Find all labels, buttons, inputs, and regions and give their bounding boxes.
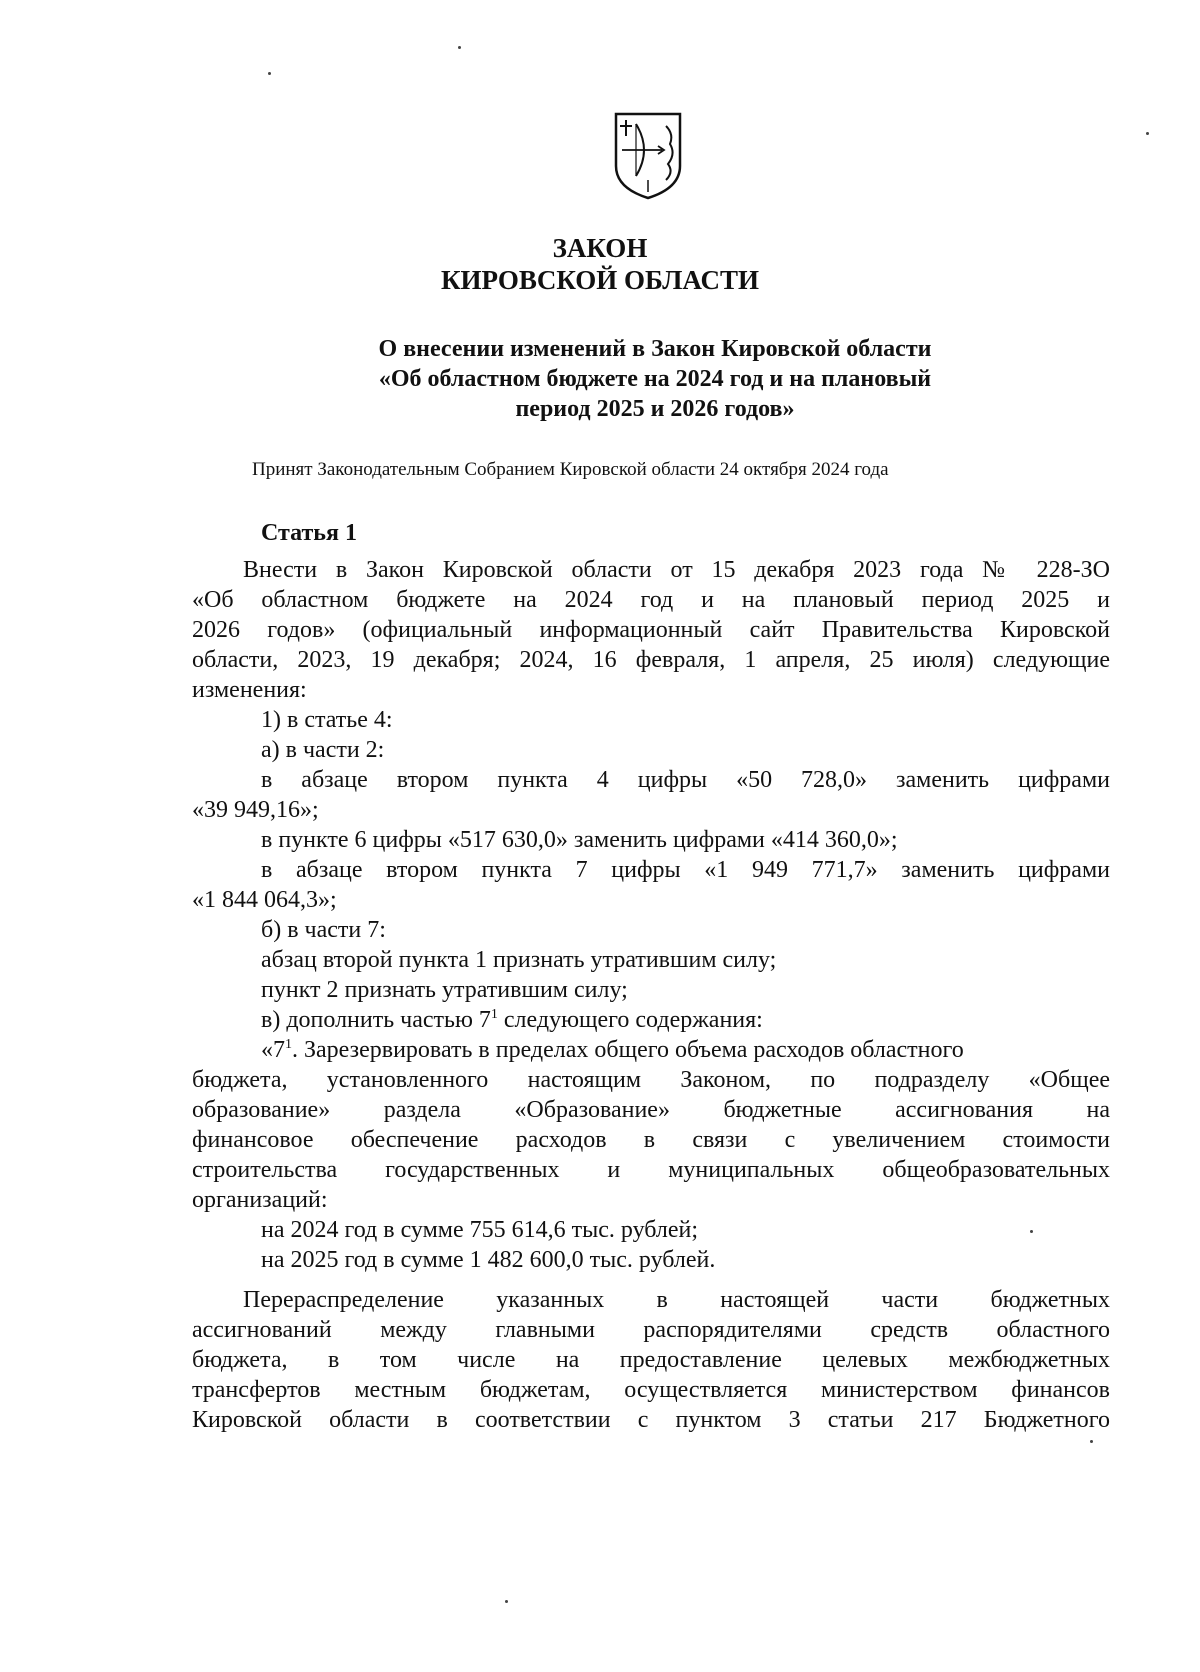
body-line	[261, 1005, 1110, 1035]
body-line-text: следующего содержания:	[503, 1007, 763, 1033]
body-line: Внести в Закон Кировской области от 15 декабря 2023 года № 228-ЗО	[243, 557, 1110, 583]
body-line: б) в части 7:	[261, 917, 386, 943]
body-line: финансовое обеспечение расходов в связи с увеличением стоимости	[192, 1127, 1110, 1153]
body-line: «39 949,16»;	[192, 797, 319, 823]
scan-speck	[268, 72, 271, 75]
body-line: бюджета, установленного настоящим Законом, по подразделу «Общее	[192, 1067, 1110, 1093]
body-line-text: «7	[261, 1037, 285, 1063]
body-line: строительства государственных и муниципальных общеобразовательных	[192, 1157, 1110, 1183]
law-region: КИРОВСКОЙ ОБЛАСТИ	[440, 265, 760, 295]
body-line-text: в) дополнить частью 7	[261, 1007, 491, 1033]
body-line: в абзаце втором пункта 7 цифры «1 949 771,7» заменить цифрами	[261, 857, 1110, 883]
body-line-text: . Зарезервировать в пределах общего объема расходов областного	[292, 1037, 964, 1063]
law-title: ЗАКОН	[552, 233, 648, 263]
body-line: 1) в статье 4:	[261, 707, 393, 733]
body-line: 2026 годов» (официальный информационный сайт Правительства Кировской	[192, 617, 1110, 643]
body-line: ассигнований между главными распорядителями средств областного	[192, 1317, 1110, 1343]
superscript: 1	[490, 1007, 498, 1022]
body-line: организаций:	[192, 1187, 328, 1213]
body-line: «1 844 064,3»;	[192, 887, 337, 913]
kirov-oblast-coat-of-arms-icon	[612, 110, 684, 200]
article-heading: Статья 1	[261, 520, 357, 546]
law-subject-line: «Об областном бюджете на 2024 год и на плановый	[378, 366, 932, 392]
body-line: «Об областном бюджете на 2024 год и на плановый период 2025 и	[192, 587, 1110, 613]
body-line: Перераспределение указанных в настоящей части бюджетных	[243, 1287, 1110, 1313]
scan-speck	[1030, 1230, 1033, 1233]
scan-speck	[1146, 132, 1149, 135]
scan-speck	[1090, 1440, 1093, 1443]
body-line: на 2024 год в сумме 755 614,6 тыс. рублей;	[261, 1217, 699, 1243]
law-subject-line: период 2025 и 2026 годов»	[515, 396, 795, 422]
body-line: абзац второй пункта 1 признать утратившим силу;	[261, 947, 777, 973]
body-line: бюджета, в том числе на предоставление целевых межбюджетных	[192, 1347, 1110, 1373]
law-subject-line: О внесении изменений в Закон Кировской области	[378, 336, 932, 362]
body-line: образование» раздела «Образование» бюджетные ассигнования на	[192, 1097, 1110, 1123]
body-line: Кировской области в соответствии с пунктом 3 статьи 217 Бюджетного	[192, 1407, 1110, 1433]
body-line: в абзаце втором пункта 4 цифры «50 728,0» заменить цифрами	[261, 767, 1110, 793]
body-line: изменения:	[192, 677, 307, 703]
superscript: 1	[285, 1037, 292, 1052]
body-line: трансфертов местным бюджетам, осуществляется министерством финансов	[192, 1377, 1110, 1403]
body-line: а) в части 2:	[261, 737, 385, 763]
body-line: пункт 2 признать утратившим силу;	[261, 977, 628, 1003]
body-line: области, 2023, 19 декабря; 2024, 16 февраля, 1 апреля, 25 июля) следующие	[192, 647, 1110, 673]
scan-speck	[505, 1600, 508, 1603]
body-line: на 2025 год в сумме 1 482 600,0 тыс. рублей.	[261, 1247, 716, 1273]
scan-speck	[458, 46, 461, 49]
body-line: в пункте 6 цифры «517 630,0» заменить цифрами «414 360,0»;	[261, 827, 898, 853]
adoption-note: Принят Законодательным Собранием Кировской области 24 октября 2024 года	[252, 459, 889, 480]
body-line	[261, 1035, 1110, 1065]
